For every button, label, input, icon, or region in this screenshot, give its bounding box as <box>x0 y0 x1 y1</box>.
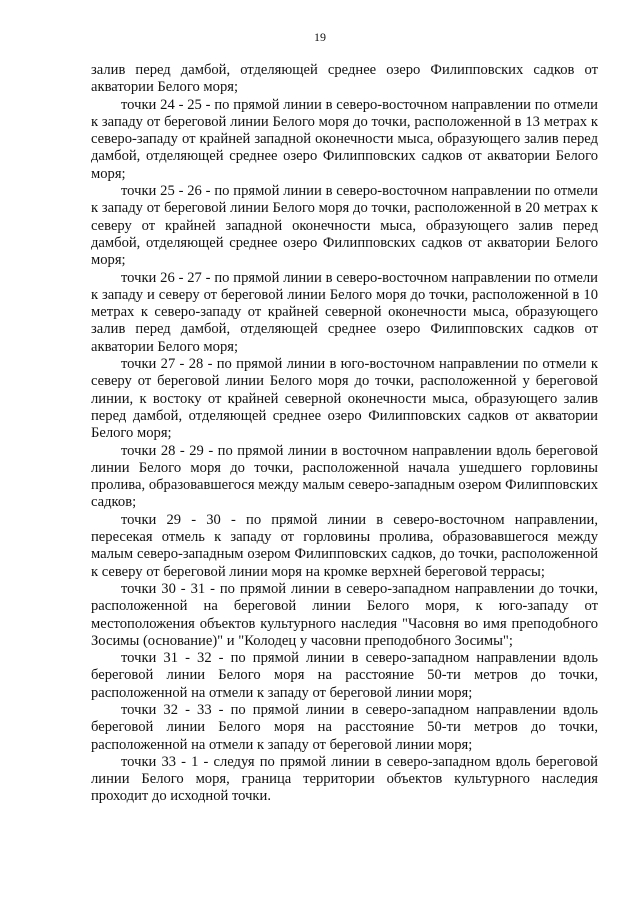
paragraph-points-32-33: точки 32 - 33 - по прямой линии в северо-западном направлении вдоль береговой линии Белого моря на расстояние 50-ти метров до точки, расположенной на отмели к западу от береговой линии моря; <box>91 701 598 753</box>
paragraph-points-24-25: точки 24 - 25 - по прямой линии в северо-восточном направлении по отмели к западу от береговой линии Белого моря до точки, расположенной в 13 метрах к северо-западу от крайней западной оконечности мыса, образующего залив перед дамбой, отделяющей среднее озеро Филипповских садков от акватории Белого моря; <box>91 96 598 182</box>
paragraph-points-33-1: точки 33 - 1 - следуя по прямой линии в северо-западном вдоль береговой линии Белого моря, граница территории объектов культурного наследия проходит до исходной точки. <box>91 753 598 805</box>
paragraph-points-25-26: точки 25 - 26 - по прямой линии в северо-восточном направлении по отмели к западу от береговой линии Белого моря до точки, расположенной в 20 метрах к северу от крайней западной оконечности мыса, образующего залив перед дамбой, отделяющей среднее озеро Филипповских садков от акватории Белого моря; <box>91 183 598 269</box>
paragraph-continuation: залив перед дамбой, отделяющей среднее озеро Филипповских садков от акватории Белого моря; <box>91 62 598 96</box>
paragraph-points-31-32: точки 31 - 32 - по прямой линии в северо-западном направлении вдоль береговой линии Белого моря на расстояние 50-ти метров до точки, расположенной на отмели к западу от береговой линии моря; <box>91 650 598 701</box>
paragraph-points-30-31: точки 30 - 31 - по прямой линии в северо-западном направлении до точки, расположенной на береговой линии Белого моря, к юго-западу от местоположения объектов культурного наследия "Часовня во имя преподобного Зосимы (основание)" и "Колодец у часовни преподобного Зосимы"; <box>91 580 598 649</box>
document-body <box>91 62 598 806</box>
page-number: 19 <box>314 30 326 44</box>
paragraph-points-28-29: точки 28 - 29 - по прямой линии в восточном направлении вдоль береговой линии Белого моря до точки, расположенной начала ушедшего горловины пролива, образовавшегося между малым северо-западным озером Филипповских садков; <box>91 442 598 511</box>
paragraph-points-27-28: точки 27 - 28 - по прямой линии в юго-восточном направлении по отмели к северу от береговой линии Белого моря до точки, расположенной у береговой линии, к востоку от крайней северной оконечности мыса, образующего залив перед дамбой, отделяющей среднее озеро Филипповских садков от акватории Белого моря; <box>91 356 598 442</box>
paragraph-points-26-27: точки 26 - 27 - по прямой линии в северо-восточном направлении по отмели к западу и северу от береговой линии Белого моря до точки, расположенной в 10 метрах к северо-западу от крайней северной оконечности мыса, образующего залив перед дамбой, отделяющей среднее озеро Филипповских садков от акватории Белого моря; <box>91 269 598 355</box>
paragraph-points-29-30: точки 29 - 30 - по прямой линии в северо-восточном направлении, пересекая отмель к западу от горловины пролива, образовавшегося между малым северо-западным озером Филипповских садков, до точки, расположенной к северу от береговой линии моря на кромке верхней береговой террасы; <box>91 511 598 580</box>
